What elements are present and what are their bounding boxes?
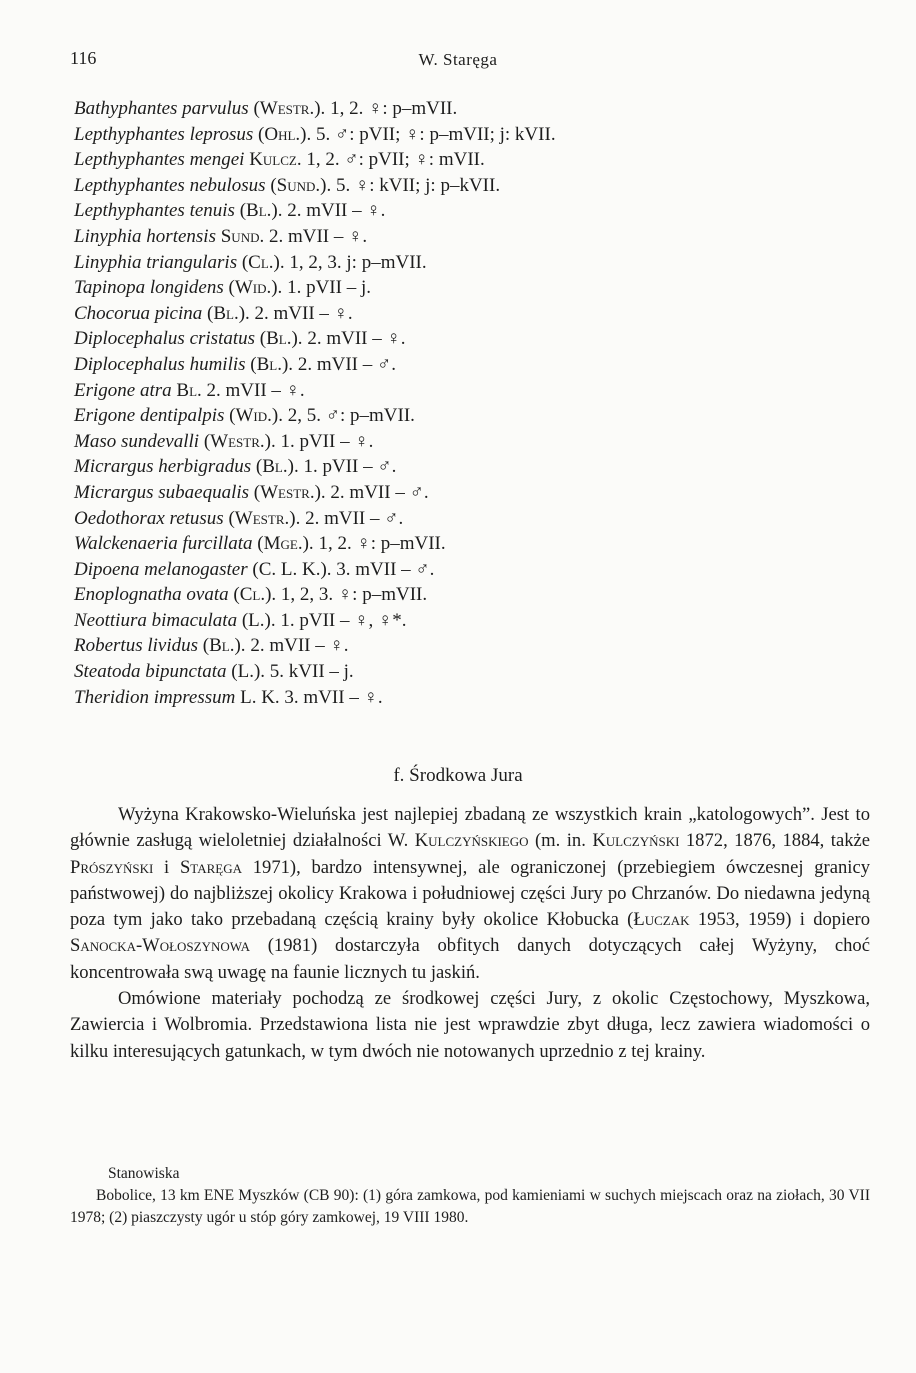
species-records: 3. mVII – ♀. <box>284 686 383 708</box>
species-name: Erigone dentipalpis <box>74 405 225 427</box>
species-list <box>74 96 854 710</box>
species-entry <box>74 301 854 327</box>
species-name: Tapinopa longidens <box>74 277 224 299</box>
species-entry <box>74 147 854 173</box>
species-author: (Bl.). <box>202 635 246 657</box>
species-author: (Sund.). <box>270 174 332 196</box>
species-name: Neottiura bimaculata <box>74 609 238 631</box>
species-entry <box>74 96 854 122</box>
species-author: (Wid.). <box>229 405 283 427</box>
species-name: Robertus lividus <box>74 635 199 657</box>
species-author: (Westr.). <box>253 98 326 119</box>
species-records: 2. mVII – ♂. <box>297 353 396 375</box>
species-entry <box>74 531 854 557</box>
species-name: Lepthyphantes leprosus <box>74 123 254 145</box>
species-author: (Bl.). <box>259 328 303 350</box>
species-name: Micrargus herbigradus <box>74 456 252 478</box>
species-author: (Westr.). <box>253 481 326 503</box>
species-records: 2. mVII – ♀. <box>268 225 368 247</box>
species-entry <box>74 685 854 711</box>
text-run: (1981) dostarczyła obfitych danych dotyczących całej Wyżyny, choć koncentrowała swą uwagę na faunie licznych tu jaskiń. <box>70 935 870 983</box>
species-entry <box>74 352 854 378</box>
section-title: f. Środkowa Jura <box>393 765 523 786</box>
text-run: 1872, 1876, 1884, także <box>679 830 870 852</box>
species-name: Theridion impressum <box>74 686 236 708</box>
species-author: (C. L. K.). <box>252 558 332 580</box>
species-records: 5. ♀: kVII; j: p–kVII. <box>335 174 501 196</box>
species-entry <box>74 429 854 455</box>
species-entry <box>74 403 854 429</box>
species-name: Walckenaeria furcillata <box>74 533 253 555</box>
author-name: Staręga <box>179 856 242 878</box>
species-records: 2. mVII – ♀. <box>307 328 406 350</box>
species-entry <box>74 557 854 583</box>
species-records: 2. mVII – ♀. <box>254 302 353 324</box>
species-author: (Wid.). <box>228 277 283 299</box>
species-records: 2. mVII – ♀. <box>206 379 305 401</box>
author-name: Kulczyńskiego <box>414 830 529 852</box>
species-name: Maso sundevalli <box>74 430 200 452</box>
species-records: 1. pVII – ♂. <box>303 456 397 478</box>
species-author: Sund. <box>220 225 265 247</box>
species-records: 2. mVII – ♂. <box>305 507 404 529</box>
page-header <box>70 48 846 74</box>
species-records: 5. ♂: pVII; ♀: p–mVII; j: kVII. <box>315 123 556 145</box>
species-records: 1, 2, 3. j: p–mVII. <box>289 251 427 273</box>
text-run: 1971), bardzo intensywnej, ale ograniczonej (przebiegiem ówczesnej granicy państwowej) do najbliższej okolicy Krakowa i południowej części Jury po Chrzanów. Do niedawna jedyną poza tym jako tako przebadaną częścią krainy były okolice Kłobucka ( <box>70 856 870 931</box>
species-records: 1. pVII – j. <box>287 277 371 299</box>
paragraph-materials: Omówione materiały pochodzą ze środkowej części Jury, z okolic Częstochowy, Myszkowa, Zawiercia i Wolbromia. Przedstawiona lista nie jest wprawdzie zbyt długa, lecz zawiera wiadomości o kilku interesujących gatunkach, w tym dwóch nie notowanych uprzednio z tej krainy. <box>70 988 870 1062</box>
species-records: 2. mVII – ♀. <box>287 200 386 222</box>
species-author: (Ohl.). <box>258 123 312 145</box>
species-records: 3. mVII – ♂. <box>336 558 435 580</box>
species-entry <box>74 326 854 352</box>
species-name: Lepthyphantes nebulosus <box>74 174 266 196</box>
text-run: i <box>153 856 180 878</box>
species-author: (Westr.). <box>228 507 301 529</box>
species-records: 2, 5. ♂: p–mVII. <box>287 405 415 427</box>
species-name: Steatoda bipunctata <box>74 661 227 683</box>
species-name: Diplocephalus cristatus <box>74 328 256 350</box>
species-records: 1. pVII – ♀, ♀*. <box>280 609 407 631</box>
species-entry <box>74 224 854 250</box>
species-entry <box>74 378 854 404</box>
species-name: Chocorua picina <box>74 302 203 324</box>
species-author: (L.). <box>231 661 266 683</box>
species-name: Enoplognatha ovata <box>74 584 229 606</box>
text-run: 1953, 1959) i dopiero <box>689 909 870 931</box>
species-entry <box>74 480 854 506</box>
species-name: Lepthyphantes mengei <box>74 149 245 171</box>
species-name: Dipoena melanogaster <box>74 558 248 580</box>
species-name: Bathyphantes parvulus <box>74 98 249 119</box>
species-records: 1, 2. ♀: p–mVII. <box>318 533 446 555</box>
species-records: 1, 2, 3. ♀: p–mVII. <box>280 584 428 606</box>
species-author: L. K. <box>240 686 280 708</box>
species-author: (Bl.). <box>255 456 299 478</box>
species-author: (Cl.). <box>241 251 285 273</box>
author-name: Sanocka-Wołoszynowa <box>70 935 250 957</box>
species-entry <box>74 506 854 532</box>
sites-heading: Stanowiska <box>108 1165 180 1182</box>
species-author: (Bl.). <box>239 200 283 222</box>
species-author: (Cl.). <box>233 584 277 606</box>
species-entry <box>74 582 854 608</box>
paragraph-intro <box>70 802 870 986</box>
species-records: 5. kVII – j. <box>269 661 354 683</box>
author-name: Łuczak <box>633 909 690 931</box>
species-author: Kulcz. <box>249 149 302 171</box>
sites-section <box>70 1163 870 1229</box>
sites-text: Bobolice, 13 km ENE Myszków (CB 90): (1) góra zamkowa, pod kamieniami w suchych miejscach oraz na ziołach, 30 VII 1978; (2) piaszczysty ugór u stóp góry zamkowej, 19 VIII 1980. <box>70 1187 870 1226</box>
species-name: Oedothorax retusus <box>74 507 224 529</box>
text-run: (m. in. <box>528 830 593 852</box>
species-author: (L.). <box>241 609 276 631</box>
running-title: W. Staręga <box>418 50 498 69</box>
species-name: Micrargus subaequalis <box>74 481 250 503</box>
author-name: Kulczyński <box>592 830 680 852</box>
species-name: Linyphia triangularis <box>74 251 238 273</box>
text-run: Wyżyna Krakowsko-Wieluńska jest najlepiej zbadaną ze wszystkich krain „katologowych”. Jest to głównie zasługą wieloletniej działalności W. <box>70 804 870 852</box>
species-name: Linyphia hortensis <box>74 225 216 247</box>
species-author: (Bl.). <box>250 353 294 375</box>
species-records: 1, 2. ♂: pVII; ♀: mVII. <box>306 149 485 171</box>
body-text <box>70 802 870 1065</box>
species-records: 1. pVII – ♀. <box>280 430 374 452</box>
species-name: Lepthyphantes tenuis <box>74 200 235 222</box>
species-author: (Mge.). <box>257 533 314 555</box>
species-entry <box>74 659 854 685</box>
species-entry <box>74 454 854 480</box>
page-number: 116 <box>70 48 97 68</box>
species-name: Diplocephalus humilis <box>74 353 246 375</box>
species-records: 2. mVII – ♂. <box>330 481 429 503</box>
species-author: Bl. <box>176 379 202 401</box>
species-records: 2. mVII – ♀. <box>250 635 349 657</box>
author-name: Prószyński <box>70 856 154 878</box>
species-entry <box>74 173 854 199</box>
species-entry <box>74 198 854 224</box>
species-entry <box>74 122 854 148</box>
species-author: (Bl.). <box>207 302 250 324</box>
species-entry <box>74 633 854 659</box>
species-entry <box>74 608 854 634</box>
species-entry <box>74 250 854 276</box>
species-records: 1, 2. ♀: p–mVII. <box>330 98 458 119</box>
species-name: Erigone atra <box>74 379 172 401</box>
species-entry <box>74 275 854 301</box>
species-author: (Westr.). <box>203 430 276 452</box>
